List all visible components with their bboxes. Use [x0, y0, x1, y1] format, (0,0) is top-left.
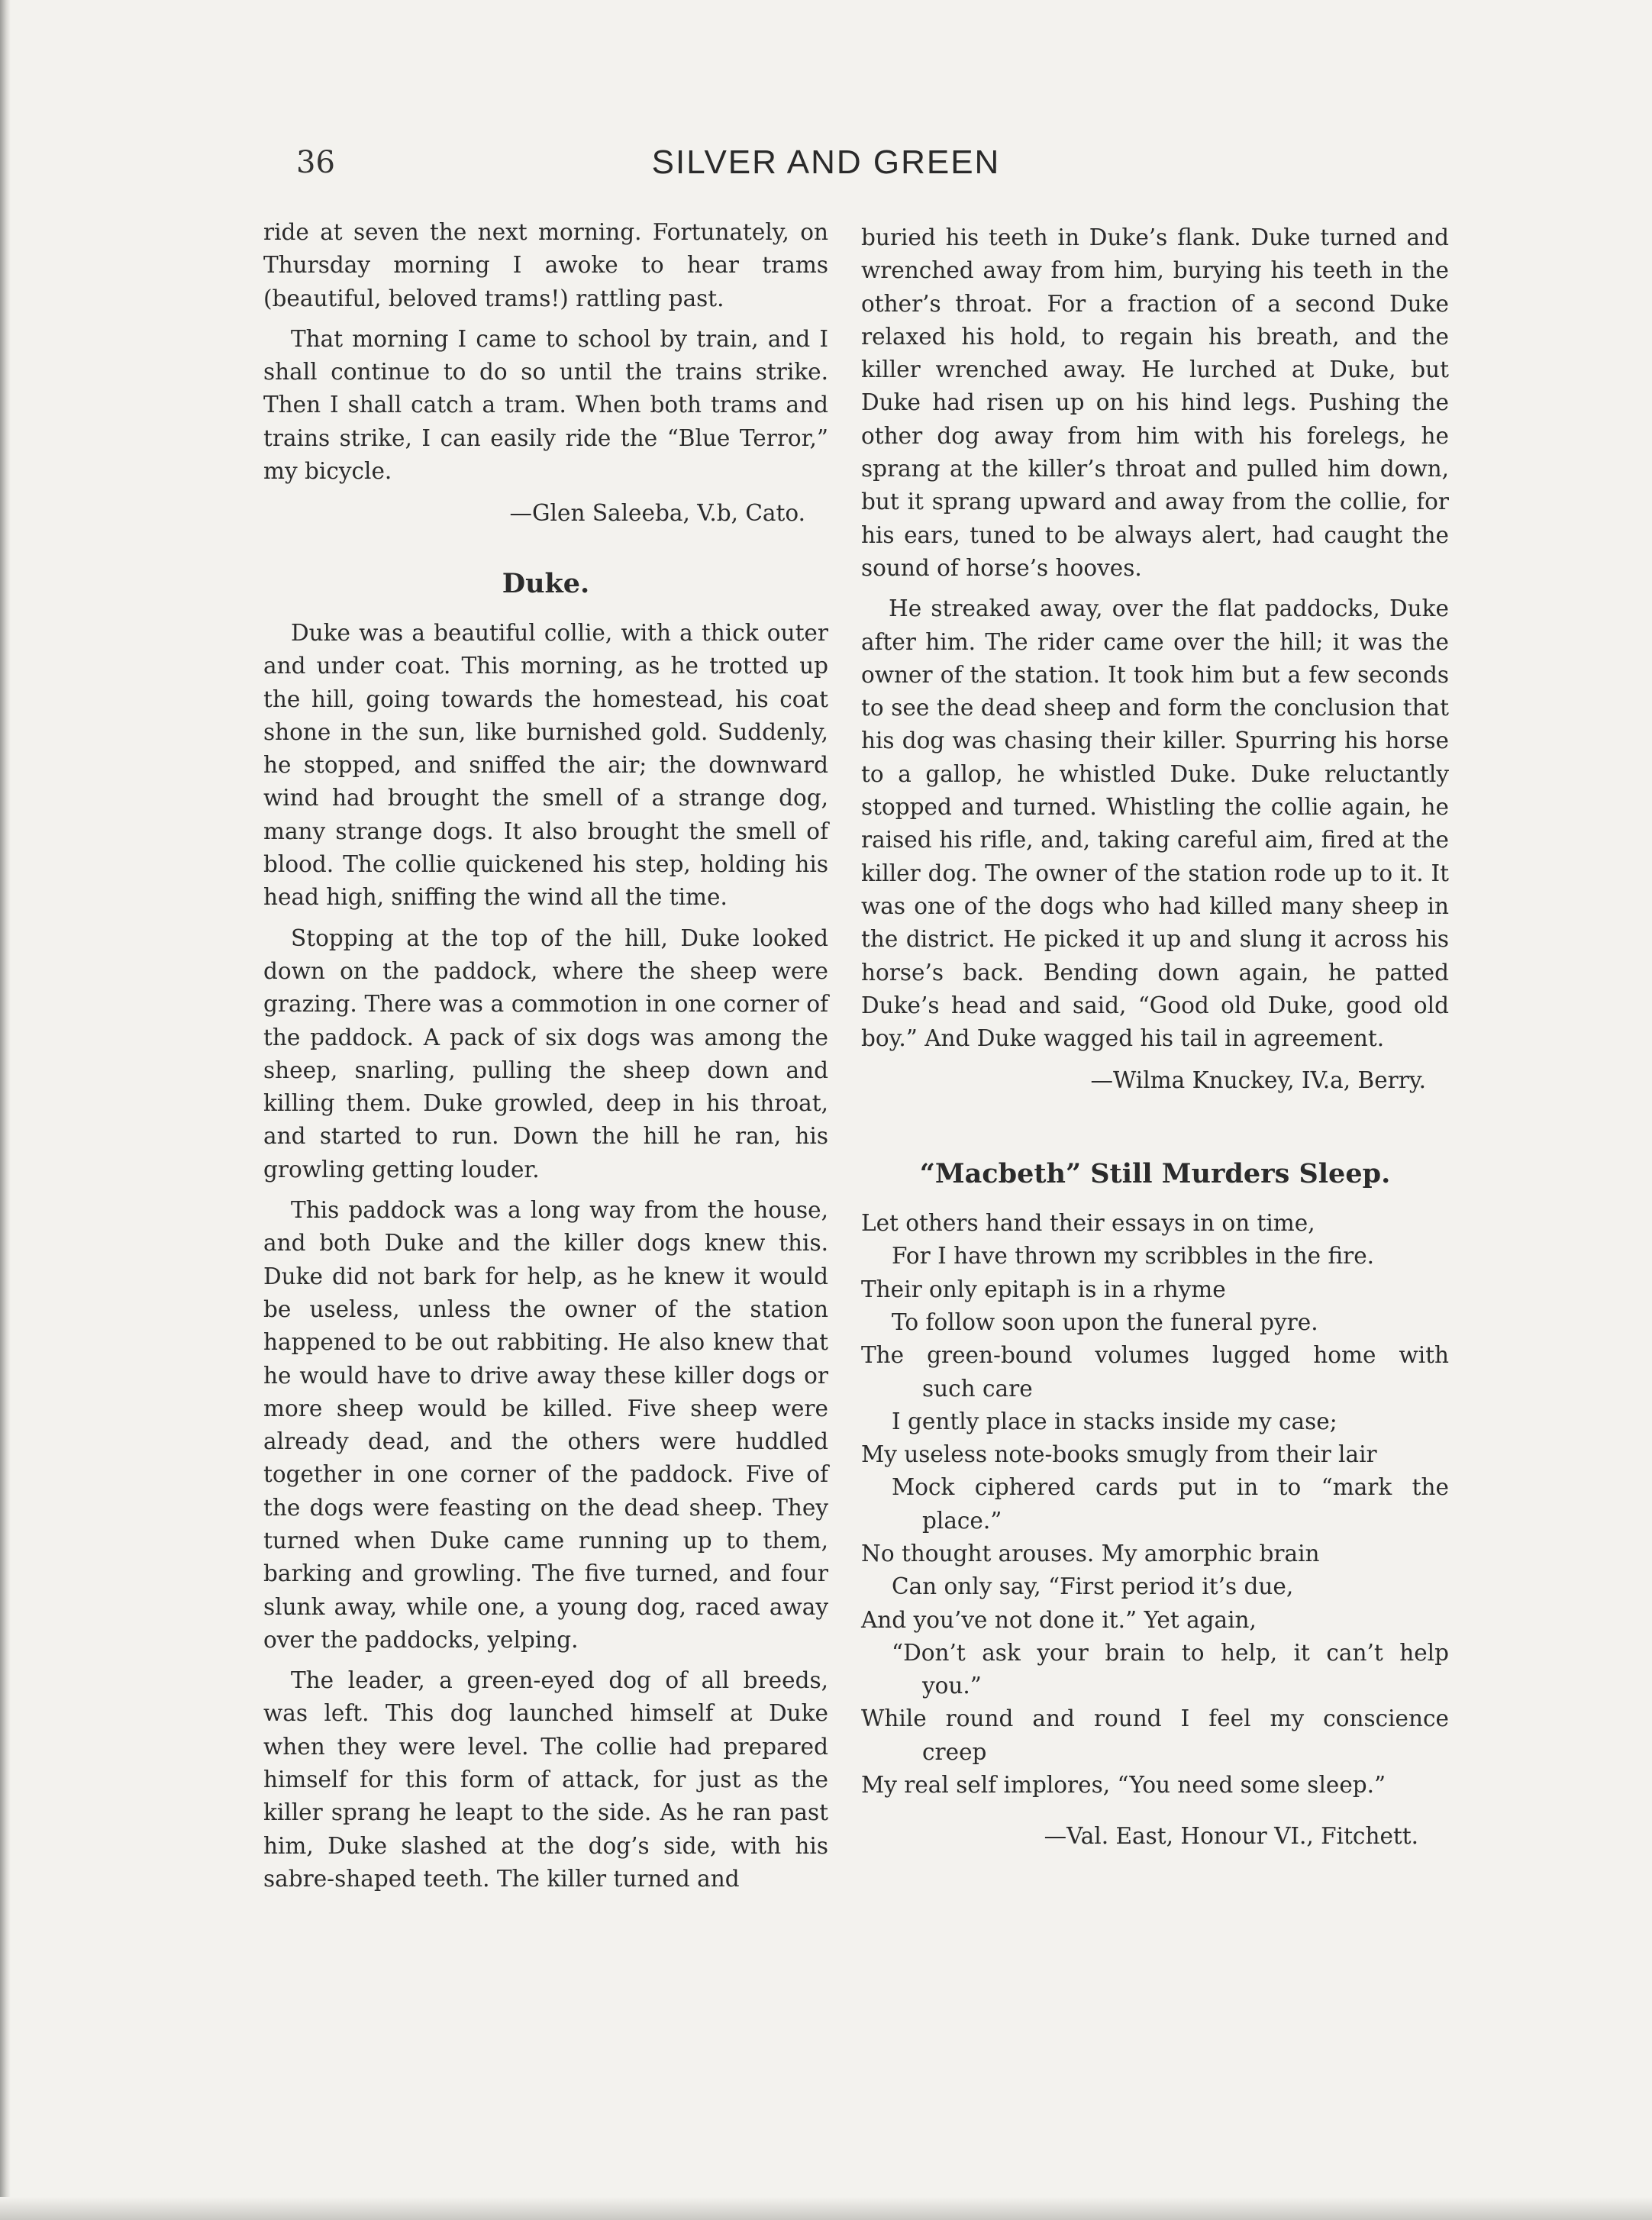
poem	[861, 1207, 1449, 1802]
running-title: SILVER AND GREEN	[651, 144, 1001, 181]
page-number: 36	[296, 145, 335, 180]
poem-line: Can only say, “First period it’s due,	[892, 1573, 1294, 1600]
left-column	[263, 216, 828, 1903]
page-bottom-edge	[0, 2197, 1652, 2220]
poem-line: The green-bound volumes lugged home with	[861, 1342, 1449, 1369]
paragraph: He streaked away, over the flat paddocks, Duke after him. The rider came over the hill; it was the owner of the station. It took him but a few seconds to see the dead sheep and form the conclusion that his dog was chasing their killer. Spurring his horse to a gallop, he whistled Duke. Duke reluctantly stopped and turned. Whistling the collie again, he raised his rifle, and, taking careful aim, fired at the killer dog. The owner of the station rode up to it. It was one of the dogs who had killed many sheep in the district. He picked it up and slung it across his horse’s back. Bending down again, he patted Duke’s head and said, “Good old Duke, good old boy.” And Duke wagged his tail in agreement.	[861, 595, 1449, 1052]
right-column	[861, 221, 1449, 1854]
poem-line: No thought arouses. My amorphic brain	[861, 1540, 1320, 1567]
poem-line: Their only epitaph is in a rhyme	[861, 1276, 1226, 1302]
poem-line: creep	[922, 1738, 987, 1765]
poem-line: place.”	[922, 1507, 1002, 1534]
poem-line: “Don’t ask your brain to help, it can’t help	[892, 1639, 1449, 1666]
paragraph: ride at seven the next morning. Fortunately, on Thursday morning I awoke to hear trams (beautiful, beloved trams!) rattling past.	[263, 219, 828, 311]
poem-line: While round and round I feel my conscience	[861, 1705, 1449, 1732]
paragraph: Duke was a beautiful collie, with a thick outer and under coat. This morning, as he trotted up the hill, going towards the homestead, his coat shone in the sun, like burnished gold. Suddenly, he stopped, and sniffed the air; the downward wind had brought the smell of a strange dog, many strange dogs. It also brought the smell of blood. The collie quickened his step, holding his head high, sniffing the wind all the time.	[263, 619, 828, 911]
paragraph: That morning I came to school by train, and I shall continue to do so until the trains strike. Then I shall catch a tram. When both trams and trains strike, I can easily ride the “Blue Terror,” my bicycle.	[263, 325, 828, 485]
poem-line: Mock ciphered cards put in to “mark the	[892, 1474, 1449, 1501]
poem-line: such care	[922, 1375, 1033, 1402]
poem-line: My real self implores, “You need some sleep.”	[861, 1772, 1386, 1799]
page-binding-edge	[0, 0, 11, 2220]
poem-line: For I have thrown my scribbles in the fire.	[892, 1243, 1375, 1270]
poem-line: My useless note-books smugly from their lair	[861, 1441, 1377, 1468]
poem-line: And you’ve not done it.” Yet again,	[861, 1606, 1257, 1633]
paragraph: This paddock was a long way from the house, and both Duke and the killer dogs knew this. Duke did not bark for help, as he knew it would be useless, unless the owner of the station happened to be out rabbiting. He also knew that he would have to drive away these killer dogs or more sheep would be killed. Five sheep were already dead, and the others were huddled together in one corner of the paddock. Five of the dogs were feasting on the dead sheep. They turned when Duke came running up to them, barking and growling. The five turned, and four slunk away, while one, a young dog, raced away over the paddocks, yelping.	[263, 1197, 828, 1653]
poem-line: Let others hand their essays in on time,	[861, 1210, 1315, 1237]
paragraph: Stopping at the top of the hill, Duke looked down on the paddock, where the sheep were grazing. There was a commotion in one corner of the paddock. A pack of six dogs was among the sheep, snarling, pulling the sheep down and killing them. Duke growled, deep in his throat, and started to run. Down the hill he ran, his growling getting louder.	[263, 924, 828, 1183]
poem-line: To follow soon upon the funeral pyre.	[892, 1308, 1318, 1335]
page-header	[0, 144, 1652, 189]
paragraph: buried his teeth in Duke’s flank. Duke turned and wrenched away from him, burying his teeth in the other’s throat. For a fraction of a second Duke relaxed his hold, to regain his breath, and the killer wrenched away. He lurched at Duke, but Duke had risen up on his hind legs. Pushing the other dog away from him with his forelegs, he sprang at the killer’s throat and pulled him down, but it sprang upward and away from the collie, for his ears, tuned to be always alert, had caught the sound of horse’s hooves.	[861, 224, 1449, 581]
paragraph: The leader, a green-eyed dog of all breeds, was left. This dog launched himself at Duke when they were level. The collie had prepared himself for this form of attack, for just as the killer sprang he leapt to the side. As he ran past him, Duke slashed at the dog’s side, with his sabre-shaped teeth. The killer turned and	[263, 1667, 828, 1892]
author-signature: —Glen Saleeba, V.b, Cato.	[509, 500, 805, 527]
author-signature: —Wilma Knuckey, IV.a, Berry.	[1090, 1067, 1426, 1094]
story-title: Duke.	[502, 567, 590, 599]
poem-line: you.”	[922, 1673, 982, 1699]
author-signature: —Val. East, Honour VI., Fitchett.	[1044, 1823, 1418, 1850]
poem-title: “Macbeth” Still Murders Sleep.	[919, 1157, 1391, 1189]
poem-line: I gently place in stacks inside my case;	[892, 1408, 1337, 1434]
